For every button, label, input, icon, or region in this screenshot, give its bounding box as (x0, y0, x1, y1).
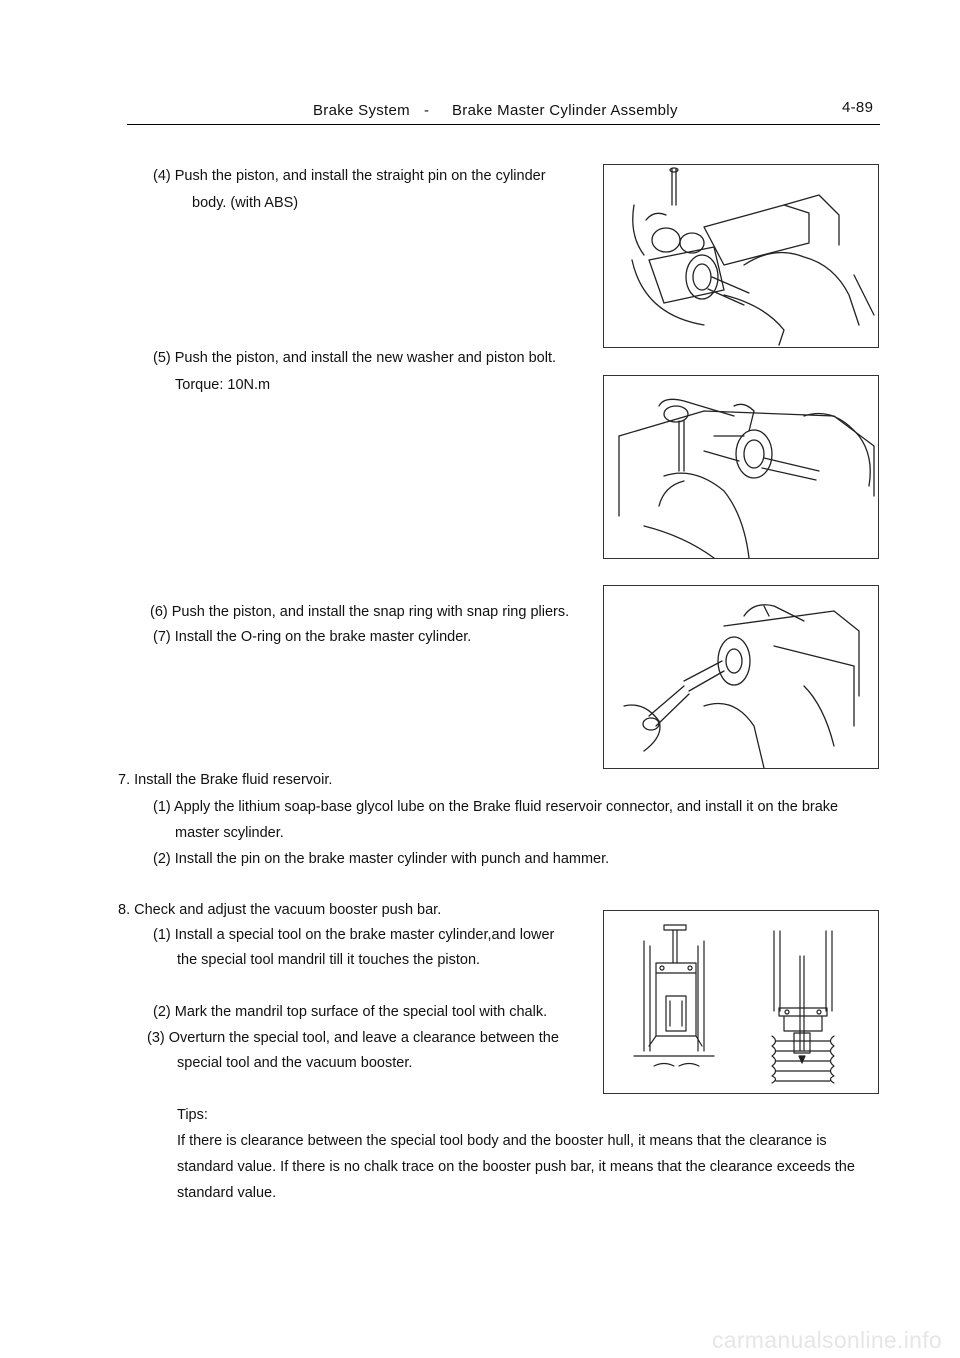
step-8-3-line-2: special tool and the vacuum booster. (177, 1055, 413, 1071)
step-8-1-line-2: the special tool mandril till it touches the piston. (177, 952, 481, 968)
tips-line-3: standard value. (177, 1185, 277, 1201)
step-5-line-1: (5) Push the piston, and install the new washer and piston bolt. (153, 350, 557, 366)
tips-line-2: standard value. If there is no chalk trace on the booster push bar, it means that the clearance exceeds the (177, 1159, 855, 1175)
header-rule (127, 124, 880, 125)
step-7-title: 7. Install the Brake fluid reservoir. (118, 772, 333, 788)
header-separator: - (424, 102, 430, 119)
step-7-2: (2) Install the pin on the brake master cylinder with punch and hammer. (153, 851, 610, 867)
step-8-2: (2) Mark the mandril top surface of the special tool with chalk. (153, 1004, 548, 1020)
tips-line-1: If there is clearance between the special tool body and the booster hull, it means that the clearance is (177, 1133, 827, 1149)
figure-snap-ring-install (603, 585, 879, 769)
tips-label: Tips: (177, 1107, 208, 1123)
watermark: carmanualsonline.info (711, 1327, 942, 1353)
header-section: Brake System (313, 102, 410, 119)
step-7-1-line-1: (1) Apply the lithium soap-base glycol lube on the Brake fluid reservoir connector, and install it on the brake (153, 799, 839, 815)
step-5-line-2: Torque: 10N.m (175, 377, 271, 393)
figure-straight-pin-install (603, 164, 879, 348)
step-7-1-line-2: master scylinder. (175, 825, 284, 841)
figure-special-tool-check (603, 910, 879, 1094)
step-7: (7) Install the O-ring on the brake master cylinder. (153, 629, 472, 645)
step-8-3-line-1: (3) Overturn the special tool, and leave a clearance between the (147, 1030, 559, 1046)
step-6: (6) Push the piston, and install the snap ring with snap ring pliers. (150, 604, 570, 620)
step-4-line-2: body. (with ABS) (192, 195, 299, 211)
step-4-line-1: (4) Push the piston, and install the straight pin on the cylinder (153, 168, 546, 184)
step-8-title: 8. Check and adjust the vacuum booster push bar. (118, 902, 442, 918)
step-8-1-line-1: (1) Install a special tool on the brake master cylinder,and lower (153, 927, 555, 943)
header-title: Brake Master Cylinder Assembly (452, 102, 678, 119)
page-number: 4-89 (842, 99, 874, 116)
figure-piston-bolt-install (603, 375, 879, 559)
